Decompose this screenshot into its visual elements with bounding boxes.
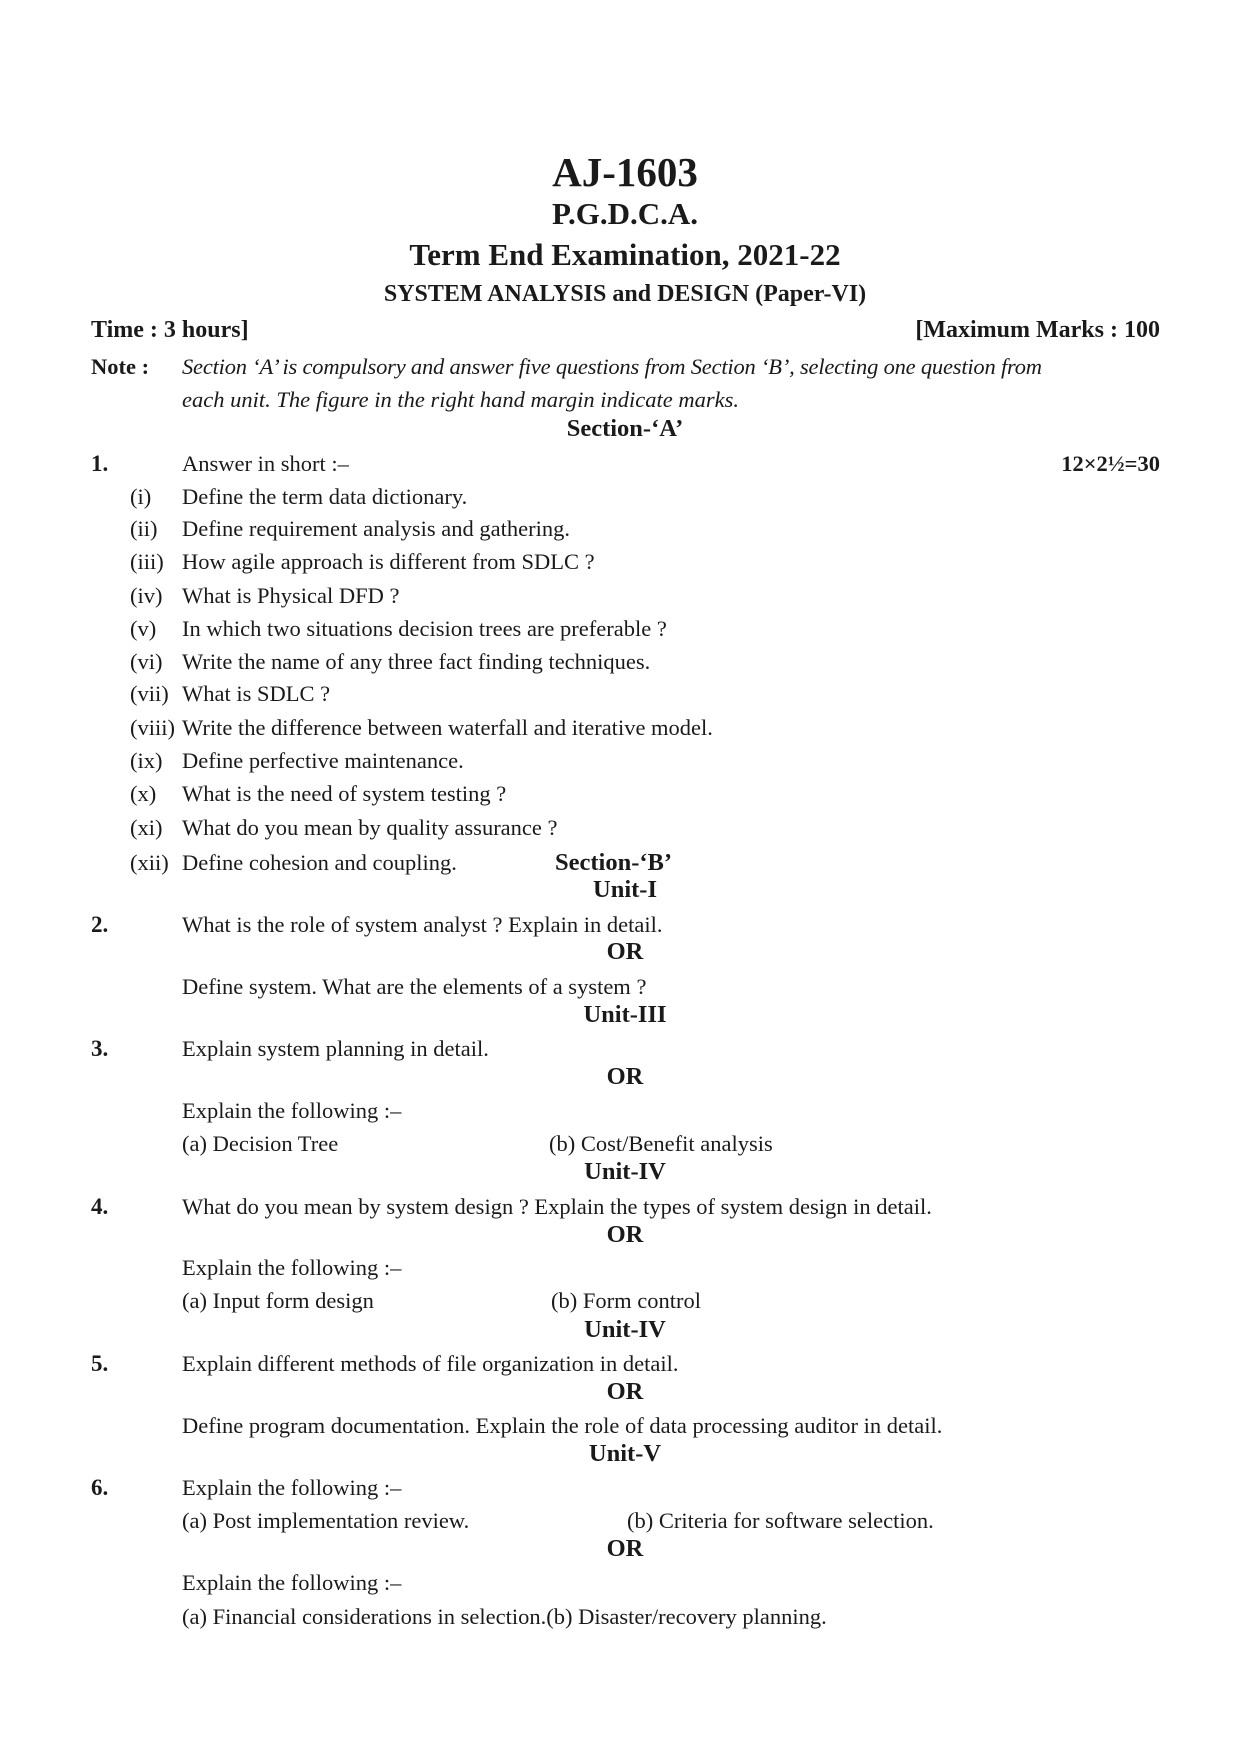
list-item: Define cohesion and coupling. [182, 850, 457, 875]
question-number: 4. [91, 1194, 109, 1219]
section-a-heading: Section-‘A’ [566, 415, 684, 442]
or-separator: OR [606, 1221, 644, 1248]
unit-heading: Unit-I [593, 876, 657, 903]
question-text: Explain the following :– [182, 1255, 402, 1280]
list-item: What is SDLC ? [182, 681, 331, 706]
item-number: (x) [130, 781, 157, 806]
unit-heading: Unit-V [588, 1440, 662, 1467]
question-text: Define system. What are the elements of a system ? [182, 974, 647, 999]
list-item: What is Physical DFD ? [182, 583, 400, 608]
question-text: Explain system planning in detail. [182, 1036, 489, 1061]
list-item: Define perfective maintenance. [182, 748, 464, 773]
course-title: P.G.D.C.A. [551, 196, 699, 231]
list-item: How agile approach is different from SDLC ? [182, 549, 595, 574]
item-number: (i) [130, 484, 152, 509]
question-text: What do you mean by system design ? Explain the types of system design in detail. [182, 1194, 932, 1219]
or-separator: OR [606, 1063, 644, 1090]
item-number: (iv) [130, 583, 163, 608]
question-text: Explain different methods of file organization in detail. [182, 1351, 679, 1376]
or-separator: OR [606, 938, 644, 965]
question-text: Explain the following :– [182, 1098, 402, 1123]
item-number: (xi) [130, 815, 163, 840]
list-item: What is the need of system testing ? [182, 781, 507, 806]
question-number: 1. [91, 451, 109, 476]
question-number: 6. [91, 1475, 109, 1500]
list-item: Write the name of any three fact finding techniques. [182, 649, 651, 674]
unit-heading: Unit-IV [584, 1158, 666, 1185]
or-separator: OR [606, 1535, 644, 1562]
item-number: (vii) [130, 681, 169, 706]
question-text: Define program documentation. Explain the role of data processing auditor in detail. [182, 1413, 943, 1438]
note-label: Note : [91, 354, 150, 379]
sub-question: (b) Form control [551, 1288, 701, 1313]
item-number: (v) [130, 616, 157, 641]
list-item: Define the term data dictionary. [182, 484, 468, 509]
item-number: (ii) [130, 516, 158, 541]
time-allowed: Time : 3 hours] [91, 317, 249, 343]
paper-code: AJ-1603 [552, 149, 698, 195]
subject-title: SYSTEM ANALYSIS and DESIGN (Paper-VI) [383, 281, 867, 307]
list-item: Define requirement analysis and gathering. [182, 516, 570, 541]
or-separator: OR [606, 1378, 644, 1405]
item-number: (ix) [130, 748, 163, 773]
item-number: (vi) [130, 649, 163, 674]
sub-question: (b) Criteria for software selection. [627, 1508, 934, 1533]
question-number: 2. [91, 912, 109, 937]
sub-question: (a) Financial considerations in selection.(b) Disaster/recovery planning. [182, 1604, 827, 1629]
list-item: What do you mean by quality assurance ? [182, 815, 558, 840]
section-b-heading: Section-‘B’ [555, 849, 673, 876]
unit-heading: Unit-III [583, 1001, 667, 1028]
sub-question: (a) Decision Tree [182, 1131, 339, 1156]
maximum-marks: [Maximum Marks : 100 [915, 317, 1160, 343]
note-text: each unit. The figure in the right hand margin indicate marks. [182, 387, 740, 412]
question-text: Answer in short :– [182, 451, 349, 476]
sub-question: (b) Cost/Benefit analysis [549, 1131, 773, 1156]
question-text: Explain the following :– [182, 1570, 402, 1595]
question-text: Explain the following :– [182, 1475, 402, 1500]
list-item: In which two situations decision trees are preferable ? [182, 616, 667, 641]
sub-question: (a) Post implementation review. [182, 1508, 470, 1533]
note-text: Section ‘A’ is compulsory and answer five questions from Section ‘B’, selecting one question from [182, 354, 1042, 379]
exam-title: Term End Examination, 2021-22 [409, 237, 841, 272]
sub-question: (a) Input form design [182, 1288, 374, 1313]
item-number: (viii) [130, 715, 175, 740]
question-number: 5. [91, 1351, 109, 1376]
question-number: 3. [91, 1036, 109, 1061]
item-number: (iii) [130, 549, 164, 574]
question-text: What is the role of system analyst ? Explain in detail. [182, 912, 663, 937]
question-marks: 12×2½=30 [1061, 451, 1160, 476]
item-number: (xii) [130, 850, 169, 875]
unit-heading: Unit-IV [584, 1316, 666, 1343]
list-item: Write the difference between waterfall and iterative model. [182, 715, 713, 740]
